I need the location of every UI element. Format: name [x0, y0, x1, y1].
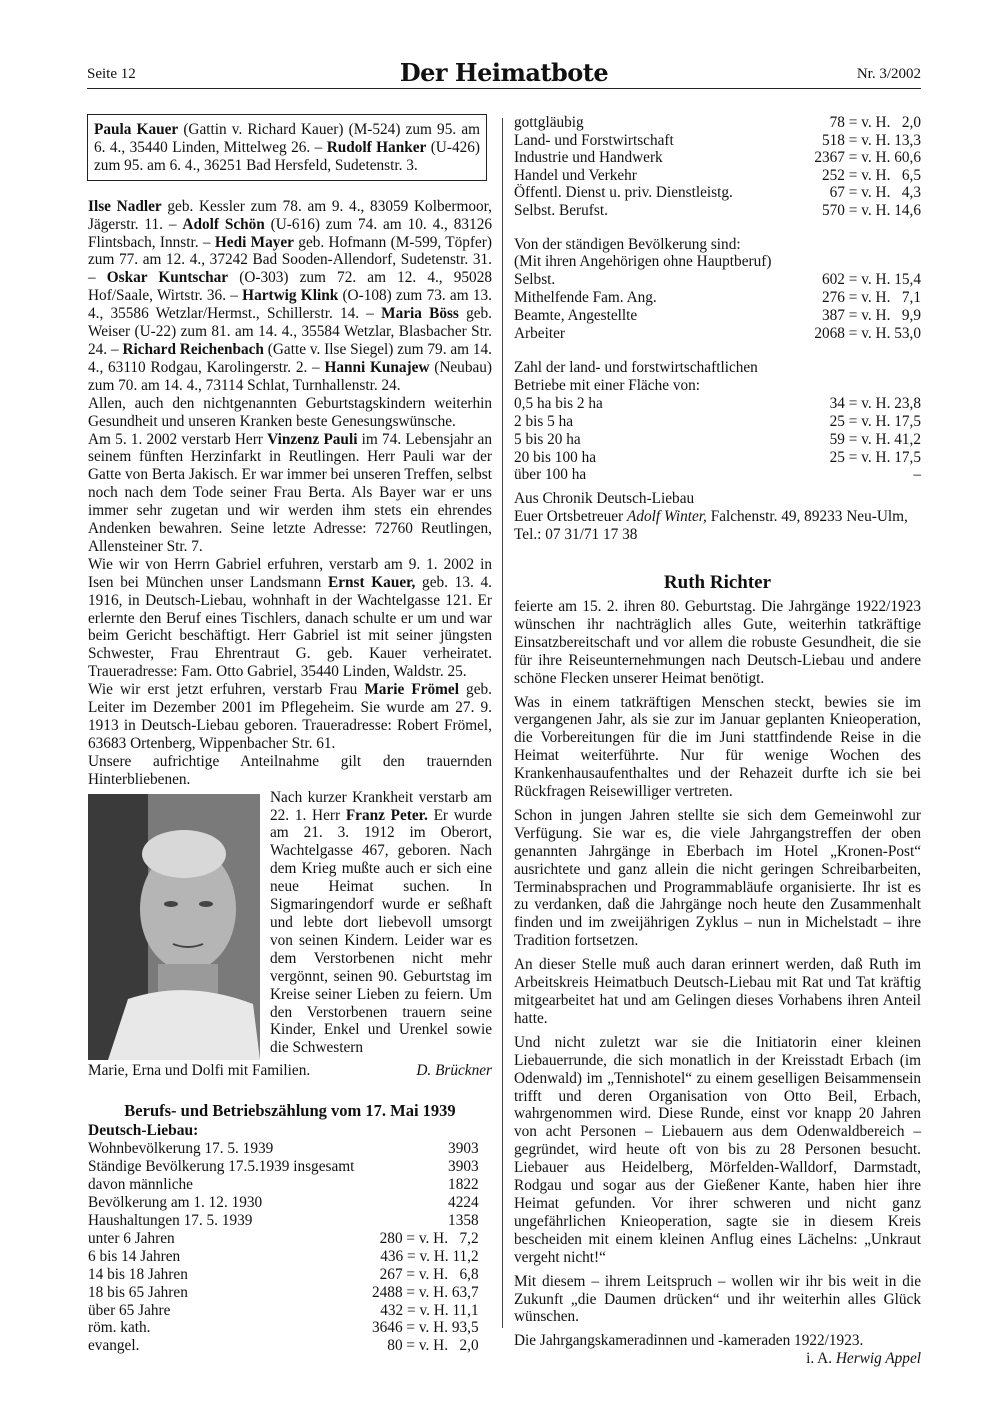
contact-text: Euer Ortsbetreuer: [514, 508, 627, 526]
row-label: Handel und Verkehr: [514, 166, 637, 184]
richter-paragraph: Und nicht zuletzt war sie die Initiatorin einer kleinen Liebauerrunde, die sich monatlich in der Kreisstadt Erbach (im Odenwald) im „Tennishotel“ zu einem geselligen Beisammensein trifft und deren Organisation von Otto Beil, Erbach, wahrgenommen wird. Diese Runde, einst vor knapp 20 Jahren von acht Personen – Liebauern aus dem Odenwaldbereich – gegründet, wird heute oft von bis zu 28 Personen besucht. Liebauer aus Heidelberg, Mörfelden-Walldorf, Darmstadt, Rodgau und sogar aus der Gießener Kante, haben hier ihre Heimat gefunden. Vor ihrer schweren und nicht ganz ungefährlichen Knieoperation, sagte sie in diesem Kreis bescheiden mit einem kleinen Anflug eines Lächelns: „Unkraut vergeht nicht!“: [514, 1033, 921, 1266]
person-name: Ilse Nadler: [88, 197, 162, 215]
row-label: Mithelfende Fam. Ang.: [514, 289, 657, 307]
signature-text: i. A.: [806, 1350, 836, 1368]
row-label: 6 bis 14 Jahren: [88, 1247, 181, 1265]
row-label: Öffentl. Dienst u. priv. Dienstleistg.: [514, 184, 733, 202]
person-name: Richard Reichenbach: [122, 340, 264, 358]
census-title: Berufs- und Betriebszählung vom 17. Mai 1939: [124, 1100, 456, 1120]
table-row: [514, 202, 921, 220]
birthday-text: (Gatte v. Ilse Siegel) zum 79. am 14. 4., 63110 Rodgau, Karolingerstr. 2. –: [88, 340, 492, 376]
table-row: [514, 431, 921, 449]
obituary-fromel: [88, 681, 492, 753]
birthday-text: (O-108) zum 73. am 13. 4., 35586 Wetzlar/Hermst., Schillerstr. 14. –: [88, 287, 492, 323]
page-number: Seite 12: [87, 66, 136, 82]
birthday-text: (U-616) zum 74. am 10. 4., 83126 Flintsbach, Innstr. –: [88, 215, 492, 251]
row-label: davon männliche: [88, 1176, 193, 1194]
person-name: Ernst Kauer,: [328, 573, 416, 591]
obit-text: Marie, Erna und Dolfi mit Familien.: [88, 1061, 311, 1079]
row-value: 570 = v. H. 14,6: [822, 201, 921, 219]
row-label: Land- und Forstwirtschaft: [514, 131, 674, 149]
farms-intro-2: Betriebe mit einer Fläche von:: [514, 376, 701, 394]
row-value: 518 = v. H. 13,3: [822, 131, 921, 149]
table-row: [514, 114, 921, 132]
person-name: Adolf Schön: [182, 215, 265, 233]
table-row: [88, 1230, 479, 1248]
row-value: 280 = v. H. 7,2: [379, 1229, 479, 1247]
table-row: [88, 1319, 479, 1337]
standing-intro-1: Von der ständigen Bevölkerung sind:: [514, 235, 741, 253]
birthday-list: [88, 198, 492, 395]
row-value: –: [913, 466, 921, 484]
row-label: 5 bis 20 ha: [514, 430, 581, 448]
row-value: 80 = v. H. 2,0: [387, 1337, 479, 1355]
obituary-peter-end: [88, 1062, 492, 1080]
table-row: [514, 449, 921, 467]
table-row: [88, 1248, 479, 1266]
obit-text: Am 5. 1. 2002 verstarb Herr: [88, 430, 268, 448]
census-table: [88, 1140, 479, 1355]
row-label: evangel.: [88, 1337, 140, 1355]
person-name: Hanni Kunajew: [324, 358, 430, 376]
row-value: 34 = v. H. 23,8: [829, 394, 921, 412]
person-name: Vinzenz Pauli: [267, 430, 358, 448]
table-row: [514, 132, 921, 150]
row-value: 59 = v. H. 41,2: [829, 430, 921, 448]
table-row: [514, 184, 921, 202]
row-label: Beamte, Angestellte: [514, 307, 638, 325]
obituary-kauer: [88, 556, 492, 681]
row-value: 2367 = v. H. 60,6: [814, 149, 921, 167]
obit-text: Wie wir erst jetzt erfuhren, verstarb Frau: [88, 681, 365, 699]
contact-text: Falchenstr. 49, 89233 Neu-Ulm,: [706, 508, 908, 526]
birthday-text: geb. Weiser (U-22) zum 81. am 14. 4., 35584 Wetzlar, Blasbacher Str. 24. –: [88, 305, 492, 358]
obituary-pauli: [88, 431, 492, 556]
row-label: unter 6 Jahren: [88, 1229, 175, 1247]
row-value: 78 = v. H. 2,0: [829, 114, 921, 131]
person-name: Hedi Mayer: [214, 233, 294, 251]
census-subtitle: Deutsch-Liebau:: [88, 1122, 199, 1140]
obit-text: geb. Leiter im Dezember 2001 im Pflegeheim. Sie wurde am 27. 9. 1913 in Deutsch-Liebau geboren. Traueradresse: Robert Frömel, 63683 Ortenberg, Wippenbacher Str. 61.: [88, 681, 492, 752]
row-value: 432 = v. H. 11,1: [380, 1301, 479, 1319]
row-value: 4224: [448, 1194, 479, 1212]
table-row: [514, 413, 921, 431]
contact-name: Adolf Winter,: [626, 508, 707, 526]
right-column: [514, 114, 921, 1368]
row-value: 25 = v. H. 17,5: [829, 412, 921, 430]
row-value: 67 = v. H. 4,3: [829, 184, 921, 202]
table-row: [514, 325, 921, 343]
birthday-box: [87, 114, 487, 181]
table-row: [514, 167, 921, 185]
row-value: 602 = v. H. 15,4: [822, 271, 921, 289]
row-label: über 65 Jahre: [88, 1301, 171, 1319]
table-row: [88, 1212, 479, 1230]
standing-table: [514, 271, 921, 343]
row-value: 1358: [448, 1211, 479, 1229]
person-name: Franz Peter.: [345, 806, 428, 824]
row-label: über 100 ha: [514, 466, 587, 484]
chronicle-source: Aus Chronik Deutsch-Liebau: [514, 490, 695, 508]
row-label: 20 bis 100 ha: [514, 448, 597, 466]
row-label: Haushaltungen 17. 5. 1939: [88, 1211, 253, 1229]
richter-title: Ruth Richter: [663, 572, 772, 594]
portrait-illustration: [88, 794, 260, 1060]
table-row: [88, 1140, 479, 1158]
left-column: [88, 114, 492, 1355]
table-row: [514, 395, 921, 413]
row-label: röm. kath.: [88, 1319, 151, 1337]
birthday-text: (O-303) zum 72. am 12. 4., 95028 Hof/Saale, Wirtstr. 36. –: [88, 269, 492, 305]
table-row: [88, 1337, 479, 1355]
birthday-text: (Neubau) zum 70. am 14. 4., 73114 Schlat, Turnhallenstr. 24.: [88, 358, 492, 394]
table-row: [88, 1158, 479, 1176]
page-header: [87, 58, 921, 89]
richter-closing: Die Jahrgangskameradinnen und -kameraden 1922/1923.: [514, 1332, 864, 1350]
person-name: Marie Frömel: [364, 681, 459, 699]
table-row: [88, 1194, 479, 1212]
row-value: 2488 = v. H. 63,7: [372, 1283, 479, 1301]
row-value: 387 = v. H. 9,9: [822, 307, 921, 325]
row-value: 3646 = v. H. 93,5: [372, 1319, 479, 1337]
richter-paragraph: Was in einem tatkräftigen Menschen steckt, bewies sie im vergangenen Jahr, als sie zur im Januar geplanten Knieoperation, die Vorbereitungen für die im Juni stattfindende Reise in die Heimat weiterführte. Nur für wenige Wochen des Krankenhausaufenthaltes und der Rehazeit durfte ich sie bei Rückfragen Reisewilliger vertreten.: [514, 693, 921, 801]
obit-text: im 74. Lebensjahr an seinem fünften Herzinfarkt in Reutlingen. Herr Pauli war der Gatte von Berta Jakisch. Er war immer bei unseren Treffen, selbst noch nach dem Tode seiner Frau Berta. Als Bayer war er uns immer sehr zugetan und wir werden ihm stets ein ehrendes Andenken bewahren. Seine letzte Adresse: 72760 Reutlingen, Allensteiner Str. 7.: [88, 430, 492, 555]
row-label: 0,5 ha bis 2 ha: [514, 394, 603, 412]
portrait-photo: [88, 794, 260, 1060]
table-row: [88, 1176, 479, 1194]
row-label: Bevölkerung am 1. 12. 1930: [88, 1194, 263, 1212]
wishes-paragraph: Allen, auch den nichtgenannten Geburtstagskindern weiterhin Gesundheit und unseren Kranken beste Genesungswünsche.: [88, 394, 492, 430]
table-row: [88, 1302, 479, 1320]
standing-intro-2: (Mit ihren Angehörigen ohne Hauptberuf): [514, 253, 772, 271]
contact-line: [514, 508, 921, 526]
obit-text: Nach kurzer Krankheit verstarb am 22. 1. Herr: [270, 788, 492, 824]
row-label: 2 bis 5 ha: [514, 412, 574, 430]
farms-intro-1: Zahl der land- und forstwirtschaftlichen: [514, 359, 758, 376]
obit-text: geb. 13. 4. 1916, in Deutsch-Liebau, wohnhaft in der Wachtelgasse 121. Er erlernte den Beruf eines Tischlers, danach schulte er um und war beim Gericht beschäftigt. Herr Gabriel ist mit seiner jüngsten Schwester, Frau Ehrentraut G. geb. Kauer verheiratet. Traueradresse: Fam. Otto Gabriel, 35440 Linden, Waldstr. 25.: [88, 573, 492, 681]
occupation-table: [514, 114, 921, 220]
author-signature: D. Brückner: [416, 1061, 492, 1079]
row-value: 252 = v. H. 6,5: [822, 166, 921, 184]
issue-number: Nr. 3/2002: [856, 66, 921, 82]
row-label: gottgläubig: [514, 114, 584, 131]
row-value: 2068 = v. H. 53,0: [814, 325, 921, 343]
row-label: Ständige Bevölkerung 17.5.1939 insgesamt: [88, 1158, 355, 1176]
condolence-paragraph: Unsere aufrichtige Anteilnahme gilt den trauernden Hinterbliebenen.: [88, 752, 492, 788]
richter-paragraph: Mit diesem – ihrem Leitspruch – wollen wir ihr bis weit in die Zukunft „die Daumen drücken“ und ihr weiterhin alles Glück wünschen.: [514, 1272, 921, 1326]
person-name: Hartwig Klink: [242, 287, 339, 305]
row-label: Selbst. Berufst.: [514, 201, 608, 219]
row-label: Industrie und Handwerk: [514, 149, 663, 167]
column-divider: [502, 118, 503, 1328]
person-name: Oskar Kuntschar: [106, 269, 229, 287]
table-row: [514, 289, 921, 307]
masthead-logo: Der Heimatbote: [399, 58, 609, 87]
signature-name: Herwig Appel: [835, 1350, 921, 1368]
row-value: 3903: [448, 1158, 479, 1176]
richter-paragraph: feierte am 15. 2. ihren 80. Geburtstag. Die Jahrgänge 1922/1923 wünschen ihr nachträglich alles Gute, weiterhin tatkräftige Einsatzbereitschaft und vor allem die robuste Gesundheit, die sie für ihre Reiseunternehmungen nach Deutsch-Liebau und andere schöne Flecken unserer Heimat benötigt.: [514, 597, 921, 687]
person-name: Paula Kauer: [94, 121, 179, 138]
richter-paragraph: Schon in jungen Jahren stellte sie sich dem Gemeinwohl zur Verfügung. Sie war es, die viele Jahrgangstreffen der oben genannten Jahrgänge in Eberbach im Hotel „Kronen-Post“ ausrichtete und ganz allein die nicht geringen Schreibarbeiten, Terminabsprachen und Programmabläufe organisierte. Ihr ist es zu verdanken, daß die Jahrgänge noch heute den Zusammenhalt finden und im zweijährigen Zyklus – nun in Michelstadt – ihre Tradition fortsetzen.: [514, 806, 921, 950]
row-label: Selbst.: [514, 271, 556, 289]
row-value: 1822: [448, 1176, 479, 1194]
obit-text: Wie wir von Herrn Gabriel erfuhren, verstarb am 9. 1. 2002 in Isen bei München unser Landsmann: [88, 555, 492, 591]
table-row: [514, 271, 921, 289]
birthday-text: geb. Kessler zum 78. am 9. 4., 83059 Kolbermoor, Jägerstr. 11. –: [88, 197, 492, 233]
birthday-text: (Gattin v. Richard Kauer) (M-524) zum 95. am 6. 4., 35440 Linden, Mittelweg 26. –: [94, 121, 481, 156]
table-row: [88, 1284, 479, 1302]
row-label: 14 bis 18 Jahren: [88, 1265, 188, 1283]
row-label: Wohnbevölkerung 17. 5. 1939: [88, 1140, 274, 1158]
table-row: [514, 466, 921, 484]
birthday-text: (U-426) zum 95. am 6. 4., 36251 Bad Hersfeld, Sudetenstr. 3.: [94, 138, 480, 174]
obit-text: Er wurde am 21. 3. 1912 im Oberort, Wachtelgasse 467, geboren. Nach dem Krieg mußte auch er sich eine neue Heimat suchen. In Sigmaringendorf wurde er seßhaft und lebte dort liebevoll umsorgt von seinen Kindern. Leider war es dem Verstorbenen nicht mehr vergönnt, seinen 90. Geburtstag im Kreise seiner Lieben zu feiern. Um den Verstorbenen trauern seine Kinder, Enkel und Urenkel sowie die Schwestern: [270, 806, 492, 1057]
table-row: [88, 1266, 479, 1284]
row-label: 18 bis 65 Jahren: [88, 1283, 188, 1301]
richter-signature: [514, 1350, 921, 1368]
row-label: Arbeiter: [514, 325, 565, 343]
contact-phone: Tel.: 07 31/71 17 38: [514, 526, 638, 544]
row-value: 267 = v. H. 6,8: [379, 1265, 479, 1283]
richter-paragraph: An dieser Stelle muß auch daran erinnert werden, daß Ruth im Arbeitskreis Heimatbuch Deutsch-Liebau mit Rat und Tat kräftig mitgearbeitet hat und am Gelingen dieses Vorhabens ihren Anteil hatte.: [514, 956, 921, 1027]
row-value: 436 = v. H. 11,2: [380, 1247, 479, 1265]
birthday-text: geb. Hofmann (M-599, Töpfer) zum 77. am 12. 4., 37242 Bad Sooden-Allendorf, Sudetenstr. 31. –: [88, 233, 492, 287]
row-value: 3903: [448, 1140, 479, 1158]
row-value: 276 = v. H. 7,1: [822, 289, 921, 307]
table-row: [514, 149, 921, 167]
farms-table: [514, 395, 921, 485]
table-row: [514, 307, 921, 325]
row-value: 25 = v. H. 17,5: [829, 448, 921, 466]
person-name: Maria Böss: [381, 305, 459, 323]
person-name: Rudolf Hanker: [326, 138, 427, 156]
